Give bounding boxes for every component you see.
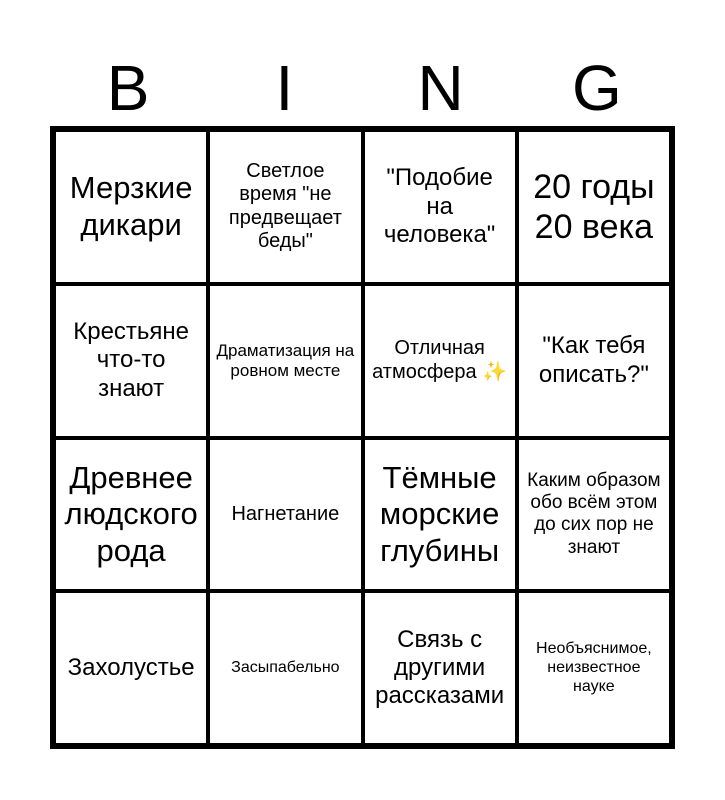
bingo-cell[interactable]: Древнее людского рода (54, 438, 208, 592)
bingo-cell[interactable]: Крестьяне что-то знают (54, 284, 208, 438)
bingo-cell[interactable]: Связь с другими рассказами (363, 591, 517, 745)
bingo-cell[interactable]: Отличная атмосфера ✨ (363, 284, 517, 438)
header-letter-b: B (106, 52, 150, 124)
bingo-cell[interactable]: Засыпабельно (208, 591, 362, 745)
header-letter-i: I (275, 52, 294, 124)
bingo-cell[interactable]: "Подобие на человека" (363, 130, 517, 284)
bingo-cell[interactable]: Захолустье (54, 591, 208, 745)
bingo-header (50, 52, 675, 124)
header-letter-n: N (417, 52, 464, 124)
bingo-cell[interactable]: "Как тебя описать?" (517, 284, 671, 438)
bingo-board (50, 126, 675, 749)
bingo-cell[interactable]: Драматизация на ровном месте (208, 284, 362, 438)
bingo-cell[interactable]: Нагнетание (208, 438, 362, 592)
header-letter-g: G (571, 52, 622, 124)
bingo-cell[interactable]: Тёмные морские глубины (363, 438, 517, 592)
bingo-cell[interactable]: Каким образом обо всём этом до сих пор не знают (517, 438, 671, 592)
bingo-cell[interactable]: Светлое время "не предвещает беды" (208, 130, 362, 284)
bingo-cell[interactable]: Мерзкие дикари (54, 130, 208, 284)
bingo-cell[interactable]: Необъяснимое, неизвестное науке (517, 591, 671, 745)
bingo-cell[interactable]: 20 годы 20 века (517, 130, 671, 284)
